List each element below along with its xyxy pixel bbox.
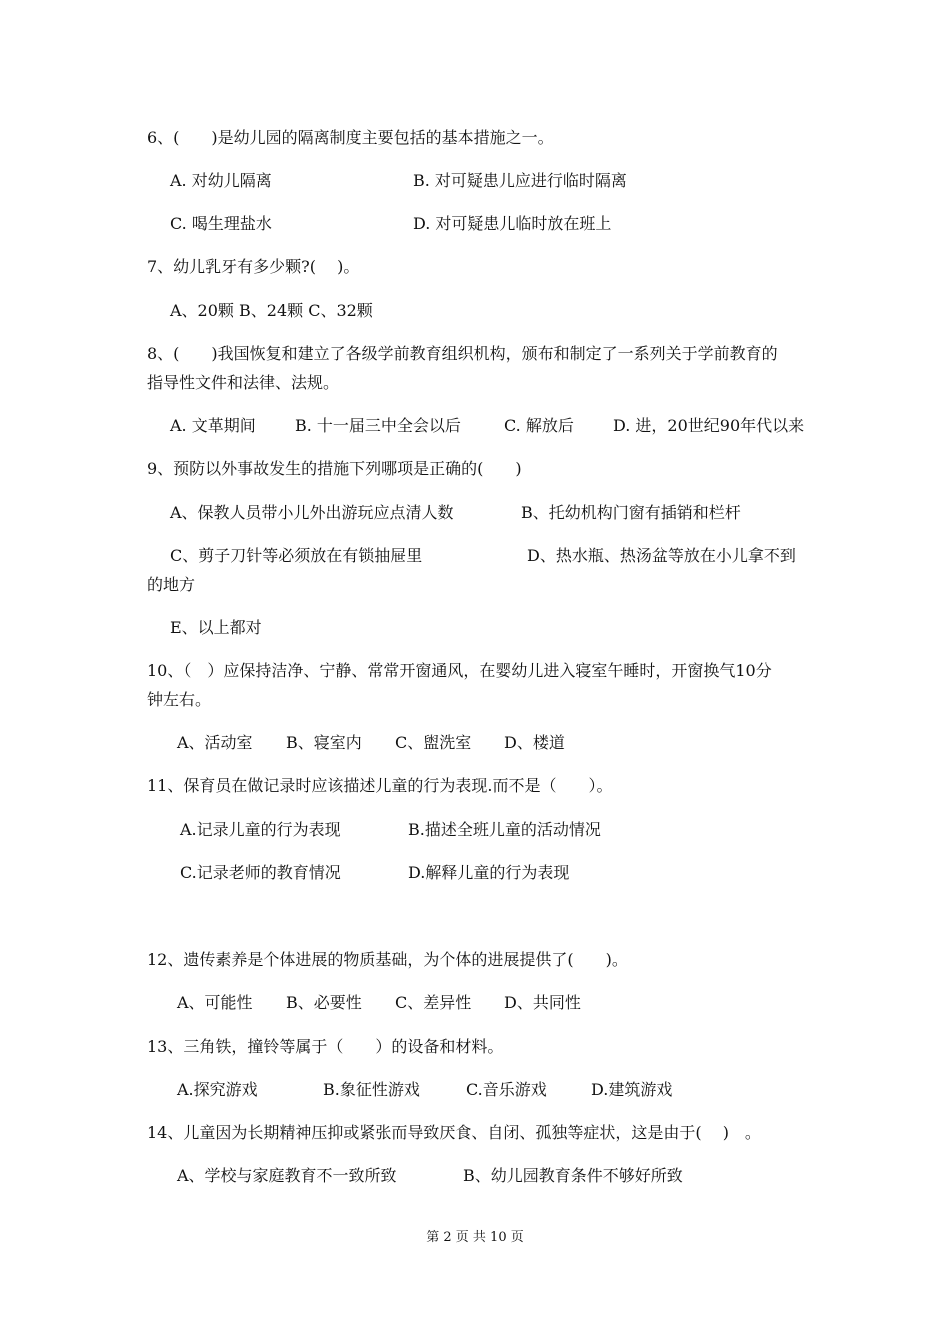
q12-stem: 12、遗传素养是个体进展的物质基础，为个体的进展提供了( )。 — [147, 950, 628, 969]
q10-option-a: A、活动室 — [177, 733, 253, 752]
q11-option-d: D.解释儿童的行为表现 — [408, 863, 570, 882]
q6-stem: 6、( )是幼儿园的隔离制度主要包括的基本措施之一。 — [147, 128, 554, 147]
q13-option-c: C.音乐游戏 — [466, 1080, 547, 1099]
q10-stem-line-1: 10、（ ）应保持洁净、宁静、常常开窗通风，在婴幼儿进入寝室午睡时，开窗换气10分 — [147, 661, 772, 680]
q13-option-b: B.象征性游戏 — [323, 1080, 420, 1099]
q11-option-a: A.记录儿童的行为表现 — [180, 820, 341, 839]
q13-stem: 13、三角铁，撞铃等属于（ ）的设备和材料。 — [147, 1037, 504, 1056]
q8-option-a: A. 文革期间 — [170, 416, 256, 435]
q10-option-b: B、寝室内 — [286, 733, 362, 752]
q9-option-d-continued: 的地方 — [147, 575, 196, 594]
page-number-footer: 第 2 页 共 10 页 — [426, 1230, 524, 1245]
q11-option-c: C.记录老师的教育情况 — [180, 863, 341, 882]
q8-stem-line-2: 指导性文件和法律、法规。 — [147, 373, 340, 392]
q13-option-a: A.探究游戏 — [177, 1080, 258, 1099]
q10-stem-line-2: 钟左右。 — [147, 690, 212, 709]
q13-option-d: D.建筑游戏 — [591, 1080, 673, 1099]
q14-option-a: A、学校与家庭教育不一致所致 — [177, 1166, 397, 1185]
q9-option-e: E、以上都对 — [170, 618, 262, 637]
q9-stem: 9、预防以外事故发生的措施下列哪项是正确的( ) — [147, 459, 522, 478]
q7-options: A、20颗 B、24颗 C、32颗 — [170, 301, 373, 320]
q12-option-b: B、必要性 — [286, 993, 362, 1012]
q8-option-d: D. 进，20世纪90年代以来 — [613, 416, 805, 435]
q14-stem: 14、儿童因为长期精神压抑或紧张而导致厌食、自闭、孤独等症状，这是由于( ) 。 — [147, 1123, 761, 1142]
q8-stem-line-1: 8、( )我国恢复和建立了各级学前教育组织机构，颁布和制定了一系列关于学前教育的 — [147, 344, 778, 363]
q10-option-d: D、楼道 — [504, 733, 565, 752]
q10-option-c: C、盥洗室 — [395, 733, 472, 752]
q12-option-a: A、可能性 — [177, 993, 253, 1012]
q12-option-c: C、差异性 — [395, 993, 472, 1012]
q9-option-a: A、保教人员带小儿外出游玩应点清人数 — [170, 503, 454, 522]
q6-option-a: A. 对幼儿隔离 — [170, 171, 272, 190]
q6-option-b: B. 对可疑患儿应进行临时隔离 — [413, 171, 627, 190]
q11-option-b: B.描述全班儿童的活动情况 — [408, 820, 601, 839]
q14-option-b: B、幼儿园教育条件不够好所致 — [463, 1166, 683, 1185]
q7-stem: 7、幼儿乳牙有多少颗?( )。 — [147, 257, 360, 276]
q6-option-c: C. 喝生理盐水 — [170, 214, 272, 233]
q9-option-c: C、剪子刀针等必须放在有锁抽屉里 — [170, 546, 423, 565]
q9-option-d: D、热水瓶、热汤盆等放在小儿拿不到 — [527, 546, 796, 565]
q8-option-b: B. 十一届三中全会以后 — [295, 416, 461, 435]
q6-option-d: D. 对可疑患儿临时放在班上 — [413, 214, 612, 233]
q11-stem: 11、保育员在做记录时应该描述儿童的行为表现.而不是（ ）。 — [147, 776, 613, 795]
q12-option-d: D、共同性 — [504, 993, 581, 1012]
q9-option-b: B、托幼机构门窗有插销和栏杆 — [521, 503, 741, 522]
q8-option-c: C. 解放后 — [504, 416, 574, 435]
